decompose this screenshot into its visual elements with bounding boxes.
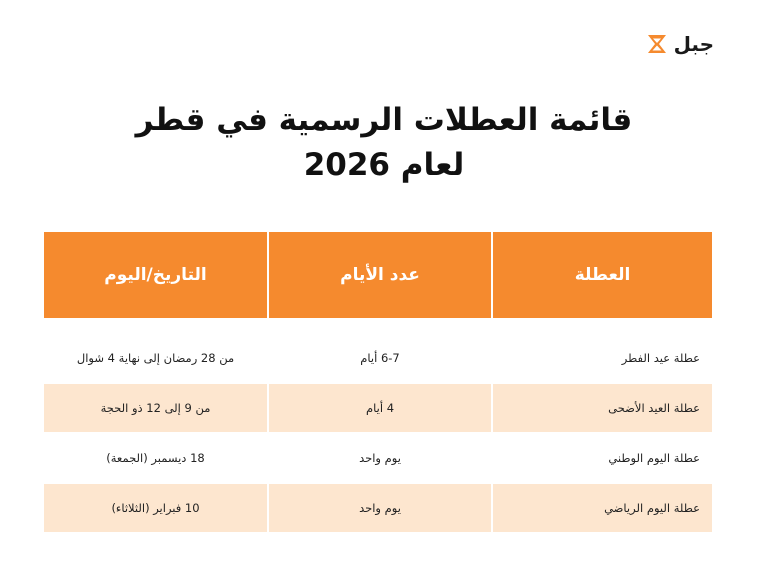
cell-holiday: عطلة اليوم الرياضي	[491, 484, 712, 532]
table-row	[44, 332, 712, 382]
header-date: التاريخ/اليوم	[44, 232, 267, 318]
cell-days: 6-7 أيام	[267, 334, 491, 382]
cell-days: يوم واحد	[267, 434, 491, 482]
cell-holiday: عطلة عيد الفطر	[491, 334, 712, 382]
title-line-1: قائمة العطلات الرسمية في قطر	[135, 102, 633, 138]
cell-date: من 28 رمضان إلى نهاية 4 شوال	[44, 334, 267, 382]
cell-days: يوم واحد	[267, 484, 491, 532]
table-row	[44, 432, 712, 482]
cell-date: 10 فبراير (الثلاثاء)	[44, 484, 267, 532]
table-row	[44, 482, 712, 532]
table-row	[44, 382, 712, 432]
brand-name: جبل	[673, 32, 714, 56]
table-header-row	[44, 232, 712, 318]
page-title	[0, 98, 768, 188]
cell-holiday: عطلة العيد الأضحى	[491, 384, 712, 432]
cell-days: 4 أيام	[267, 384, 491, 432]
header-days: عدد الأيام	[267, 232, 491, 318]
holidays-table	[44, 232, 712, 532]
title-line-2: لعام 2026	[303, 146, 465, 183]
cell-holiday: عطلة اليوم الوطني	[491, 434, 712, 482]
brand-logo[interactable]	[646, 32, 714, 56]
cell-date: 18 ديسمبر (الجمعة)	[44, 434, 267, 482]
header-holiday: العطلة	[491, 232, 712, 318]
cell-date: من 9 إلى 12 ذو الحجة	[44, 384, 267, 432]
hourglass-logo-icon	[646, 33, 668, 55]
